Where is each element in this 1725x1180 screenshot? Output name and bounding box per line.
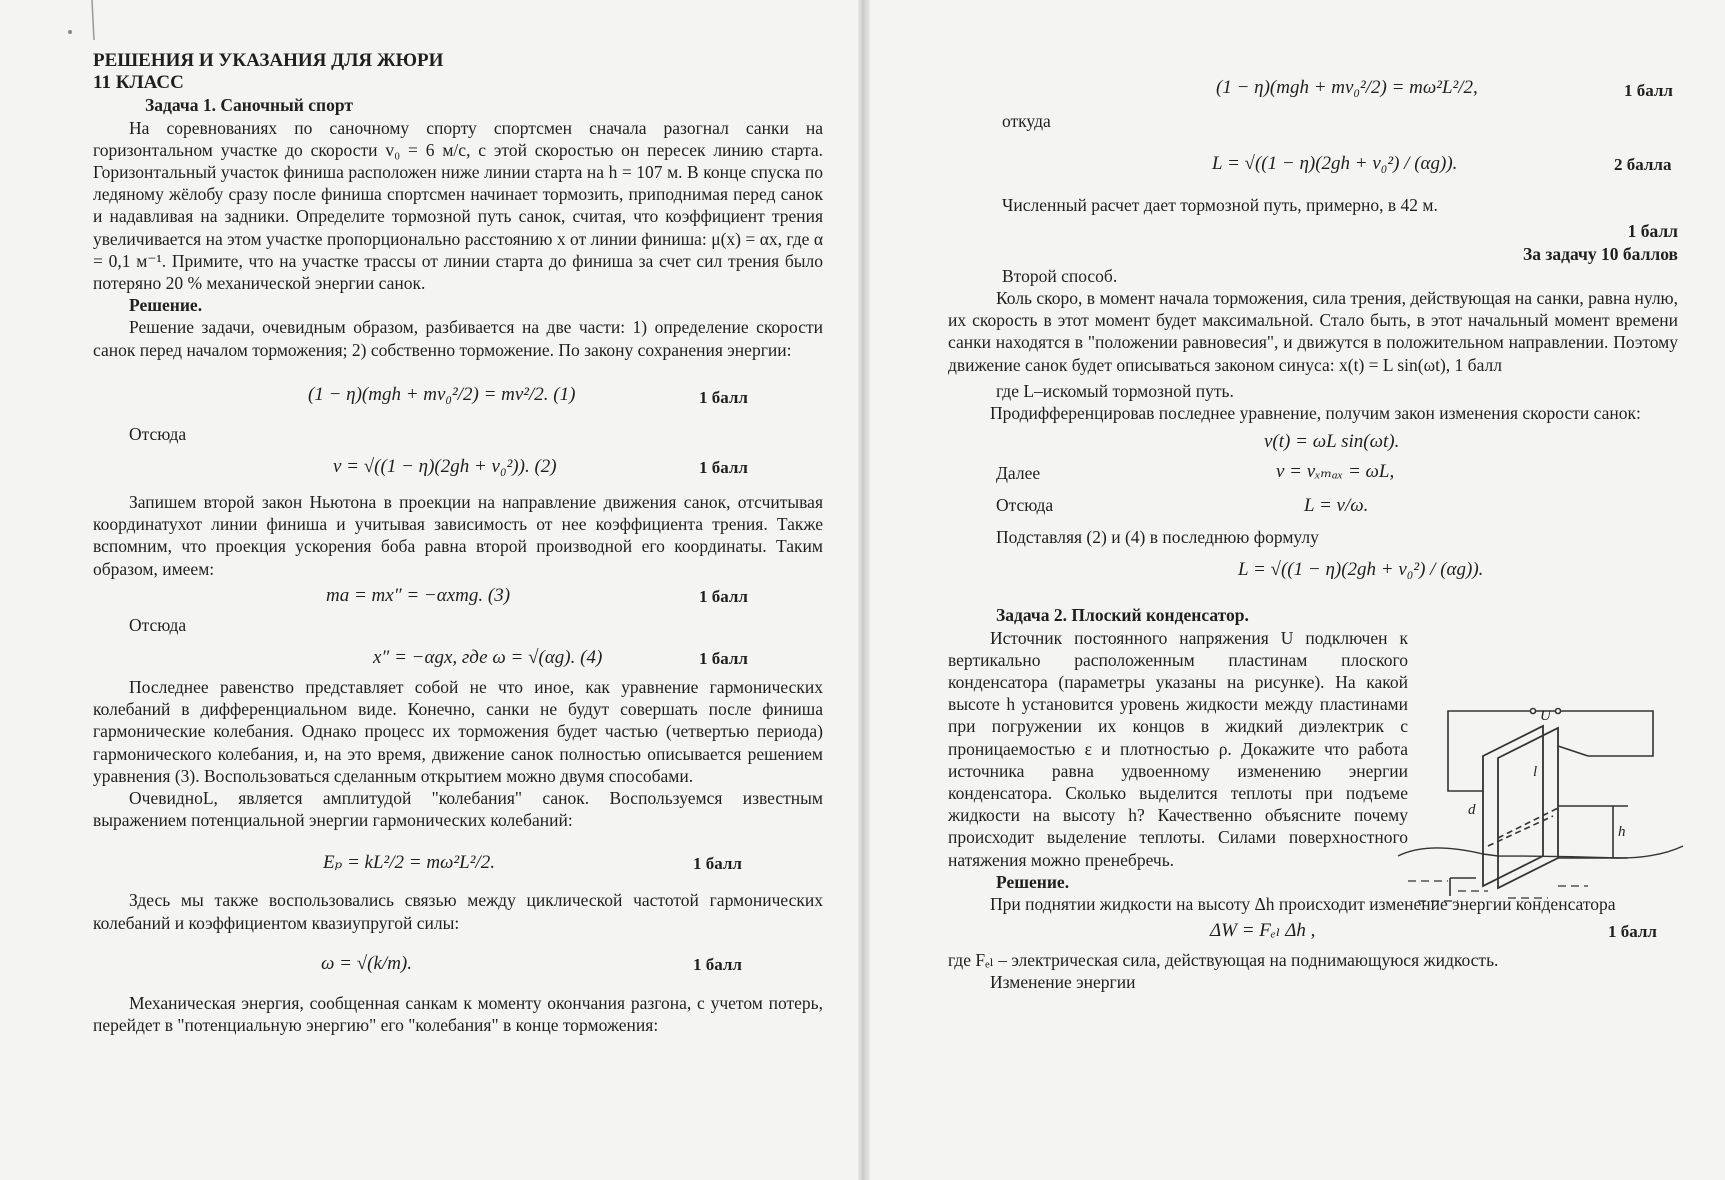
grade-heading: 11 КЛАСС: [93, 72, 184, 94]
substitution-text: Подставляя (2) и (4) в последнюю формулу: [996, 527, 1319, 548]
score-7: 1 балл: [1624, 81, 1673, 100]
score-1: 1 балл: [699, 387, 748, 407]
equation-row-9: [954, 428, 1678, 456]
numeric-result: Численный расчет дает тормозной путь, примерно, в 42 м.: [1002, 195, 1438, 216]
solution-paragraph-1: Решение задачи, очевидным образом, разбивается на две части: 1) определение скорости санок перед началом торможения; 2) собственно торможение. По закону сохранения энергии:: [93, 317, 823, 360]
solution-paragraph-7: Коль скоро, в момент начала торможения, сила трения, действующая на санки, равна нулю, их скорость в этот момент будет максимальной. Стало быть, в этот начальный момент времени санки находятся в "положении равновесия", и движутся в положительном направлении. Поэтому движение санок будет описываться законом синуса: x(t) = L sin(ωt), 1 балл: [948, 288, 1678, 375]
score-5: 1 балл: [693, 854, 742, 874]
equation-13: ΔW = Fₑₗ Δh ,: [1210, 920, 1316, 942]
solution-paragraph-9: Продифференцировав последнее уравнение, получим закон изменения скорости санок:: [990, 403, 1641, 424]
equation-6: ω = √(k/m).: [321, 952, 413, 974]
capacitor-diagram: [1388, 706, 1688, 916]
equation-2: v = √((1 − η)(2gh + v₀²)). (2): [333, 456, 557, 478]
solution-paragraph-2: Запишем второй закон Ньютона в проекции на направление движения санок, отсчитывая координатухот линии финиша и учитывая зависимость от нее коэффициента трения. Также вспомним, что проекция ускорения боба равна второй производной его координаты. Таким образом, имеем:: [93, 492, 823, 579]
equation-row-1: [93, 375, 823, 415]
score-3: 1 балл: [699, 586, 748, 606]
score-4: 1 балл: [699, 649, 748, 669]
equation-7: (1 − η)(mgh + mv₀²/2) = mω²L²/2,: [1216, 77, 1478, 98]
equation-row-4: [93, 644, 823, 674]
solution-paragraph-12: Изменение энергии: [990, 972, 1136, 993]
otsyuda-1: Отсюда: [129, 423, 187, 444]
label-d: d: [1468, 802, 1476, 818]
solution-paragraph-4: ОчевидноL, является амплитудой "колебания" санок. Воспользуемся известным выражением потенциальной энергии гармонических колебаний:: [93, 788, 823, 831]
otsyuda-3: Отсюда: [996, 495, 1054, 516]
score-2: 1 балл: [699, 458, 748, 478]
equation-5: Eₚ = kL²/2 = mω²L²/2.: [323, 852, 495, 874]
equation-row-3: [93, 582, 823, 612]
equation-3: ma = mx″ = −αxmg. (3): [326, 584, 511, 606]
solution-paragraph-8: где L–искомый тормозной путь.: [996, 380, 1234, 401]
solution-paragraph-11: где Fₑₗ – электрическая сила, действующая на поднимающуюся жидкость.: [948, 950, 1499, 971]
equation-row-6: [93, 948, 823, 984]
task2-title: Задача 2. Плоский конденсатор.: [996, 605, 1249, 626]
task2-text: Источник постоянного напряжения U подключен к вертикально расположенным пластинам плоского конденсатора (параметры указаны на рисунке). На какой высоте h установится уровень жидкости между пластинами при погружении их концов в жидкий диэлектрик с проницаемостью ε и плотностью ρ. Докажите что работа источника равна удвоенному изменению энергии конденсатора. Сколько выделится теплоты при подъеме жидкости на высоту h? Качественно объясните почему происходит выделение теплоты. Силами поверхностного натяжения можно пренебречь.: [948, 627, 1408, 870]
dalee-text: Далее: [996, 463, 1041, 484]
label-u: U: [1540, 708, 1551, 724]
score-13: 1 балл: [1608, 922, 1657, 942]
solution-title: Решение.: [129, 295, 203, 316]
equation-12: L = √((1 − η)(2gh + v₀²) / (αg)).: [1238, 559, 1484, 581]
left-column: [93, 50, 823, 1036]
second-method: Второй способ.: [1002, 265, 1118, 286]
equation-8: L = √((1 − η)(2gh + v₀²) / (αg)).: [1212, 153, 1458, 175]
equation-10: v = vₓₘₐₓ = ωL,: [1276, 461, 1395, 483]
equation-row-13: [954, 917, 1678, 947]
liquid-surface: [1398, 846, 1683, 858]
equation-row-10: [954, 458, 1678, 486]
score-numeric: 1 балл: [1627, 221, 1678, 242]
equation-row-12: [954, 550, 1678, 590]
score-6: 1 балл: [693, 954, 742, 974]
equation-11: L = v/ω.: [1304, 495, 1369, 517]
otkuda-text: откуда: [1002, 111, 1051, 131]
label-h: h: [1618, 824, 1626, 840]
label-l: l: [1533, 764, 1538, 780]
score-8: 2 балла: [1614, 155, 1672, 175]
equation-row-11: [954, 488, 1678, 522]
solution2-title: Решение.: [996, 871, 1070, 892]
otsyuda-2: Отсюда: [129, 614, 187, 635]
equation-row-7: [954, 72, 1678, 108]
scan-artifact-mark: [62, 0, 102, 50]
equation-row-5: [93, 845, 823, 881]
solution-paragraph-6: Механическая энергия, сообщенная санкам к моменту окончания разгона, с учетом потерь, перейдет в "потенциальную энергию" его "колебания" в конце торможения:: [93, 992, 823, 1036]
task1-title: Задача 1. Саночный спорт: [145, 95, 353, 116]
page-gutter: [858, 0, 870, 1180]
equation-9: v(t) = ωL sin(ωt).: [1264, 431, 1400, 453]
solution-paragraph-10: При поднятии жидкости на высоту Δh происходит изменение энергии конденсатора: [990, 894, 1616, 915]
equation-row-2: [93, 453, 823, 483]
solution-paragraph-3: Последнее равенство представляет собой не что иное, как уравнение гармонических колебаний в дифференциальном виде. Конечно, санки не будут совершать после финиша гармонические колебания. Однако процесс их торможения будет частью (четвертью периода) гармонического колебания, и, на это время, движение санок полностью описывается решением уравнения (3). Воспользоваться сделанным открытием можно двумя способами.: [93, 677, 823, 786]
equation-row-8: [954, 146, 1678, 186]
total-score: За задачу 10 баллов: [1523, 243, 1678, 264]
solution-paragraph-5: Здесь мы также воспользовались связью между циклической частотой гармонических колебаний и коэффициентом квазиупругой силы:: [93, 890, 823, 933]
main-heading: РЕШЕНИЯ И УКАЗАНИЯ ДЛЯ ЖЮРИ: [93, 50, 444, 71]
equation-1: (1 − η)(mgh + mv₀²/2) = mv²/2. (1): [308, 383, 576, 405]
task1-text: На соревнованиях по саночному спорту спортсмен сначала разогнал санки на горизонтальном участке до скорости v₀ = 6 м/с, с этой скоростью он пересек линию старта. Горизонтальный участок финиша расположен ниже линии старта на h = 107 м. В конце спуска по ледяному жёлобу сразу после финиша спортсмен начинает тормозить, приподнимая перед санок и надавливая на задники. Определите тормозной путь санок, считая, что коэффициент трения увеличивается на этом участке пропорционально расстоянию x от линии финиша: μ(x) = αx, где α = 0,1 м⁻¹. Примите, что на участке трассы от линии старта до финиша за счет сил трения было потеряно 20 % механической энергии санок.: [93, 117, 823, 294]
equation-4: x″ = −αgx, где ω = √(αg). (4): [373, 647, 603, 669]
